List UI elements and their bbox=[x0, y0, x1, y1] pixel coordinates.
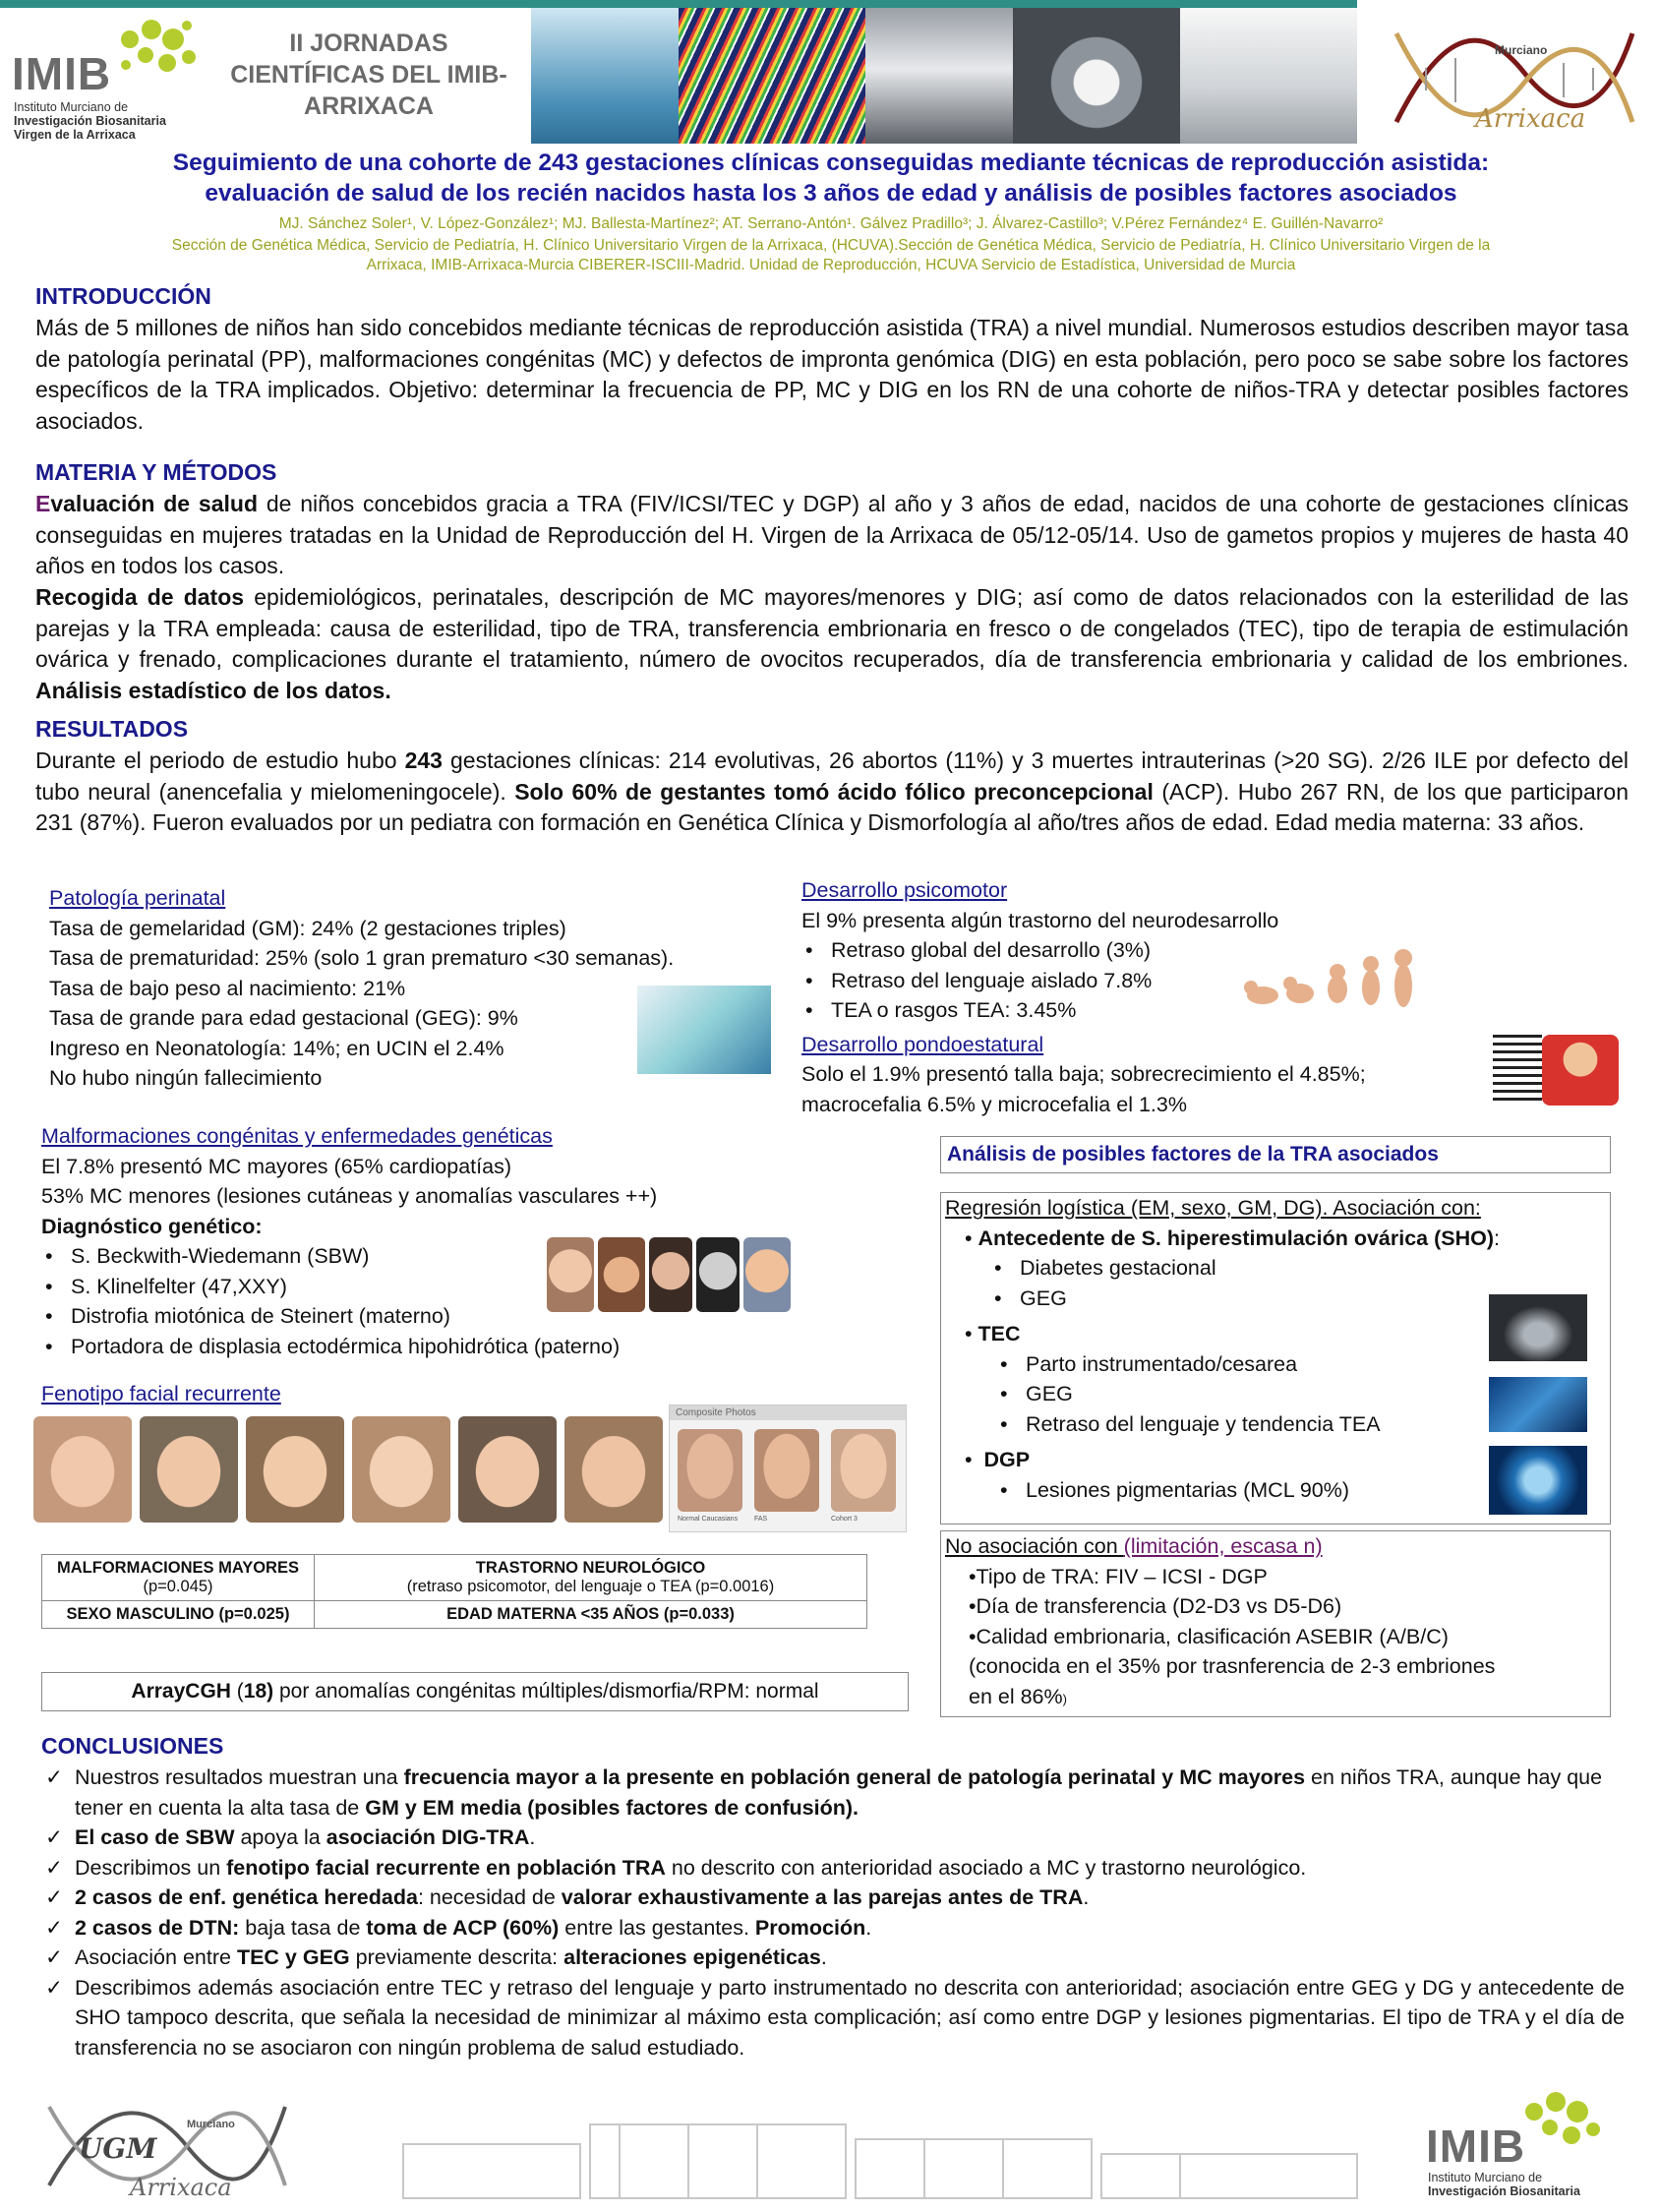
dna-gel-photo bbox=[679, 8, 865, 144]
c-text: . bbox=[529, 1825, 536, 1849]
c-text: : necesidad de bbox=[417, 1885, 562, 1909]
jornadas-line: ARRIXACA bbox=[304, 92, 434, 120]
composite-photos-panel bbox=[669, 1405, 907, 1532]
c-text: baja tasa de bbox=[239, 1915, 367, 1940]
conclusion-item bbox=[41, 1823, 1625, 1853]
methods-p2-bold: Recogida de datos bbox=[35, 584, 245, 610]
c-text: previamente descrita: bbox=[349, 1945, 564, 1969]
centrifuge-photo bbox=[1180, 8, 1357, 144]
analysis-heading-box bbox=[940, 1136, 1611, 1173]
child-height-photo bbox=[1542, 1035, 1619, 1106]
composite-label: Cohort 3 bbox=[831, 1516, 858, 1523]
dx-heading: Diagnóstico genético: bbox=[41, 1214, 263, 1238]
c-bold: El caso de SBW bbox=[75, 1825, 235, 1849]
child-face-photo bbox=[352, 1416, 450, 1523]
imib-dots-icon bbox=[116, 18, 205, 87]
perinatal-line: Tasa de gemelaridad (GM): 24% (2 gestaciones triples) bbox=[49, 916, 566, 940]
malform-heading: Malformaciones congénitas y enfermedades genéticas bbox=[41, 1124, 553, 1148]
malform-line: 53% MC menores (lesiones cutáneas y anomalías vasculares ++) bbox=[41, 1184, 658, 1208]
c-text: . bbox=[865, 1915, 872, 1940]
icsi-photo bbox=[1489, 1377, 1587, 1432]
table-cell: SEXO MASCULINO (p=0.025) bbox=[42, 1601, 315, 1629]
dgp-item: • DGP bbox=[965, 1448, 1031, 1471]
c-text: . bbox=[820, 1945, 827, 1969]
affiliations bbox=[39, 236, 1623, 275]
tec-label: TEC bbox=[978, 1322, 1021, 1345]
sho-item: • Antecedente de S. hiperestimulación ovárica (SHO): bbox=[965, 1226, 1501, 1250]
poster-title bbox=[39, 148, 1623, 209]
authors: MJ. Sánchez Soler¹, V. López-González¹; MJ. Ballesta-Martínez²; AT. Serrano-Antón¹. Gálvez Pradillo³; J. Álvarez-Castillo³; V.Pérez Fernández⁴ E. Guillén-Navarro² bbox=[278, 215, 1384, 232]
composite-title: Composite Photos bbox=[670, 1405, 906, 1420]
noassoc-item: (conocida en el 35% por trasnferencia de 2-3 embriones bbox=[969, 1654, 1496, 1678]
arraycgh-box bbox=[41, 1672, 909, 1711]
height-chart-photo bbox=[1493, 1035, 1542, 1106]
patient-photo bbox=[547, 1237, 594, 1312]
arrixaca-logo bbox=[1377, 14, 1642, 142]
title-line: evaluación de salud de los recién nacidos hasta los 3 años de edad y análisis de posibles factores asociados bbox=[205, 180, 1457, 207]
arrixaca-word: Arrixaca bbox=[1475, 104, 1586, 134]
conclusion-item bbox=[41, 1853, 1625, 1883]
embryo-photo bbox=[1489, 1446, 1587, 1515]
footer-ugm-logo bbox=[39, 2097, 295, 2205]
noassoc-item bbox=[941, 1682, 1610, 1715]
analysis-heading: Análisis de posibles factores de la TRA asociados bbox=[947, 1143, 1439, 1166]
list-item: • Lesiones pigmentarias (MCL 90%) bbox=[996, 1475, 1610, 1506]
arrixaca-word: Arrixaca bbox=[130, 2174, 232, 2201]
imib-subtitle bbox=[1428, 2171, 1654, 2198]
perinatal-heading: Patología perinatal bbox=[49, 886, 226, 910]
association-table bbox=[41, 1554, 867, 1629]
noassoc-heading-a: No asociación con bbox=[945, 1534, 1124, 1558]
table-row bbox=[42, 1601, 867, 1629]
intro-text: Más de 5 millones de niños han sido concebidos mediante técnicas de reproducción asistida (TRA) a nivel mundial. Numerosos estudios describen mayor tasa de patología perinatal (PP), malformaciones congénitas (MC) y defectos de impronta genómica (DIG) en esta población, pero poco se sabe sobre los factores específicos de la TRA implicados. Objetivo: determinar la frecuencia de PP, MC y DIG en los RN de una cohorte de niños-TRA y detectar posibles factores asociados. bbox=[35, 315, 1629, 434]
c-bold: TEC y GEG bbox=[236, 1945, 350, 1969]
list-item: • Retraso del lenguaje aislado 7.8% bbox=[801, 966, 1431, 996]
methods-p2-text: epidemiológicos, perinatales, descripción de MC mayores/menores y DIG; así como de datos relacionados con la esterilidad de las parejas y la TRA empleada: causa de esterilidad, tipo de TRA, transferencia embrionaria en fresco o de congelados (TEC), tipo de terapia de estimulación ovárica y frenado, complicaciones durante el tratamiento, número de ovocitos recuperados, día de transferencia embrionaria y calidad de los embriones. bbox=[35, 584, 1629, 672]
affiliation-line: Sección de Genética Médica, Servicio de Pediatría, H. Clínico Universitario Virgen de la Arrixaca, (HCUVA).Sección de Genética Médica, Servicio de Pediatría, H. Clínico Universitario Virgen de la bbox=[171, 237, 1491, 254]
imib-sub-line: Virgen de la Arrixaca bbox=[14, 128, 136, 142]
composite-face bbox=[831, 1429, 896, 1512]
methods-dropcap: E bbox=[35, 491, 51, 516]
jornadas-title bbox=[207, 28, 531, 122]
fenotipo-faces bbox=[33, 1416, 663, 1523]
regression-heading: Regresión logística (EM, sexo, GM, DG). Asociación con: bbox=[945, 1196, 1481, 1220]
composite-label: FAS bbox=[754, 1516, 768, 1523]
imib-sub-line: Instituto Murciano de bbox=[14, 100, 129, 114]
perinatal-line: Tasa de grande para edad gestacional (GEG): 9% bbox=[49, 1006, 518, 1030]
patient-photo bbox=[649, 1237, 692, 1312]
list-item: • GEG bbox=[996, 1379, 1610, 1409]
noassoc-item: •Calidad embrionaria, clasificación ASEBIR (A/B/C) bbox=[969, 1624, 1449, 1648]
methods-p1-bold: valuación de salud bbox=[50, 491, 258, 516]
c-bold: alteraciones epigenéticas bbox=[563, 1945, 821, 1969]
child-face-photo bbox=[140, 1416, 238, 1523]
imib-dots-icon bbox=[1520, 2090, 1609, 2159]
results-heading: RESULTADOS bbox=[35, 716, 189, 742]
c-bold: valorar exhaustivamente a las parejas antes de TRA bbox=[561, 1885, 1084, 1909]
ear-photo bbox=[598, 1237, 645, 1312]
noassoc-item: •Tipo de TRA: FIV – ICSI - DGP bbox=[969, 1564, 1268, 1588]
list-item: • S. Beckwith-Wiedemann (SBW) bbox=[41, 1241, 789, 1272]
pediatrician-photo bbox=[637, 986, 771, 1074]
intro-heading: INTRODUCCIÓN bbox=[35, 283, 211, 309]
list-item: • Distrofia miotónica de Steinert (materno) bbox=[41, 1301, 789, 1332]
child-face-photo bbox=[564, 1416, 663, 1523]
results-t1: Durante el periodo de estudio hubo bbox=[35, 747, 405, 773]
footer-imib-logo bbox=[1426, 2090, 1652, 2206]
arraycgh-count: 18) bbox=[243, 1680, 274, 1703]
c-text: Asociación entre bbox=[75, 1945, 237, 1969]
sho-label: Antecedente de S. hiperestimulación ovárica (SHO) bbox=[978, 1226, 1495, 1250]
results-t3: gestaciones clínicas: 214 evolutivas, 26 abortos (11%) y 3 muertes intrauterinas (>20 SG). 2/26 ILE por defecto del tubo neural (anencefalia y mielomeningocele). bbox=[35, 747, 1629, 805]
genetic-photos bbox=[547, 1237, 791, 1312]
conclusion-item bbox=[41, 1913, 1625, 1943]
noassoc-heading-b: (limitación, escasa n) bbox=[1123, 1534, 1323, 1558]
microscope-photo bbox=[865, 8, 1013, 144]
title-line: Seguimiento de una cohorte de 243 gestaciones clínicas conseguidas mediante técnicas de reproducción asistida: bbox=[172, 149, 1490, 176]
arraycgh-bold: ArrayCGH bbox=[131, 1680, 231, 1703]
conclusions-list bbox=[41, 1763, 1625, 2063]
c-text: en niños TRA, aunque hay que tener en cuenta la alta tasa de bbox=[75, 1765, 1603, 1820]
c-text: . bbox=[1083, 1885, 1090, 1909]
child-face-photo bbox=[246, 1416, 344, 1523]
c-text: no descrito con anterioridad asociado a MC y trastorno neurológico. bbox=[665, 1855, 1307, 1880]
conclusion-item bbox=[41, 1763, 1625, 1823]
cell-p: (retraso psicomotor, del lenguaje o TEA (p=0.0016) bbox=[406, 1578, 775, 1595]
c-bold: Promoción bbox=[754, 1915, 866, 1940]
list-item: • Portadora de displasia ectodérmica hipohidrótica (paterno) bbox=[41, 1332, 789, 1362]
noassoc-box bbox=[940, 1530, 1611, 1717]
table-cell: EDAD MATERNA <35 AÑOS (p=0.033) bbox=[315, 1601, 867, 1629]
list-item: • Diabetes gestacional bbox=[990, 1253, 1610, 1284]
noassoc-last: en el 86% bbox=[969, 1684, 1063, 1708]
perinatal-line: Ingreso en Neonatología: 14%; en UCIN el 2.4% bbox=[49, 1036, 504, 1060]
list-item: • Retraso del lenguaje y tendencia TEA bbox=[996, 1409, 1610, 1440]
imib-sub-line: Investigación Biosanitaria bbox=[14, 114, 166, 128]
imib-sub-line: Instituto Murciano de bbox=[1428, 2171, 1543, 2184]
jornadas-line: CIENTÍFICAS DEL IMIB- bbox=[230, 61, 507, 89]
malform-line: El 7.8% presentó MC mayores (65% cardiopatías) bbox=[41, 1154, 511, 1178]
c-bold: 2 casos de enf. genética heredada bbox=[75, 1885, 418, 1909]
results-t5: (ACP). Hubo 267 RN, de los que participaron 231 (87%). Fueron evaluados por un pediatra con formación en Genética Clínica y Dismorfología al año/tres años de edad. Edad media materna: 33 años. bbox=[35, 778, 1629, 835]
murciano-label: Murciano bbox=[1495, 43, 1548, 57]
header-bar bbox=[0, 0, 1357, 8]
methods-p1 bbox=[35, 489, 1629, 582]
cell-title: TRASTORNO NEUROLÓGICO bbox=[475, 1559, 706, 1577]
c-bold: frecuencia mayor a la presente en población general de patología perinatal y MC mayores bbox=[403, 1765, 1306, 1789]
hospital-building-icon bbox=[393, 2115, 1377, 2203]
results-243: 243 bbox=[404, 747, 443, 773]
composite-label: Normal Caucasians bbox=[678, 1516, 739, 1523]
conclusion-item bbox=[41, 1973, 1625, 2063]
c-bold: 2 casos de DTN: bbox=[75, 1915, 240, 1940]
composite-face bbox=[754, 1429, 819, 1512]
header-photo-strip bbox=[531, 8, 1357, 144]
imib-word: IMIB bbox=[1426, 2121, 1526, 2172]
conclusion-item bbox=[41, 1883, 1625, 1913]
imib-sub-line: Investigación Biosanitaria bbox=[1428, 2184, 1580, 2198]
c-text: entre las gestantes. bbox=[559, 1915, 755, 1940]
dgp-label: DGP bbox=[983, 1448, 1031, 1471]
arraycgh-text: por anomalías congénitas múltiples/dismorfia/RPM: normal bbox=[273, 1680, 819, 1703]
perinatal-line: Tasa de prematuridad: 25% (solo 1 gran prematuro <30 semanas). bbox=[49, 946, 675, 970]
conclusions-heading: CONCLUSIONES bbox=[41, 1733, 224, 1759]
affiliation-line: Arrixaca, IMIB-Arrixaca-Murcia CIBERER-ISCIII-Madrid. Unidad de Reproducción, HCUVA Servicio de Estadística, Universidad de Murcia bbox=[366, 257, 1296, 273]
imib-subtitle bbox=[14, 100, 210, 142]
c-text: Describimos un bbox=[75, 1855, 227, 1880]
c-bold: GM y EM media (posibles factores de confusión). bbox=[365, 1795, 859, 1820]
methods-heading: MATERIA Y MÉTODOS bbox=[35, 459, 277, 485]
table-cell bbox=[42, 1555, 315, 1601]
c-text: Nuestros resultados muestran una bbox=[75, 1765, 404, 1789]
list-item: • S. Klinelfelter (47,XXY) bbox=[41, 1272, 789, 1302]
pondo-line: macrocefalia 6.5% y microcefalia el 1.3% bbox=[801, 1092, 1187, 1116]
c-bold: fenotipo facial recurrente en población TRA bbox=[226, 1855, 666, 1880]
imib-logo bbox=[8, 18, 205, 142]
results-text bbox=[35, 746, 1629, 839]
c-bold: asociación DIG-TRA bbox=[326, 1825, 530, 1849]
methods-p2-end: Análisis estadístico de los datos. bbox=[35, 677, 391, 703]
perinatal-line: Tasa de bajo peso al nacimiento: 21% bbox=[49, 976, 406, 1000]
conclusion-item bbox=[41, 1943, 1625, 1973]
arraycgh-text: ( bbox=[230, 1680, 244, 1703]
child-face-photo bbox=[458, 1416, 557, 1523]
psicomotor-heading: Desarrollo psicomotor bbox=[801, 878, 1008, 902]
ultrasound-photo bbox=[1489, 1294, 1587, 1361]
c-text: Describimos además asociación entre TEC y retraso del lenguaje y parto instrumentado no descrita con anterioridad; asociación entre GEG y DG y antecedente de SHO tampoco descrita, que señala la necesidad de minimizar al máximo esta complicación; así como entre DGP y lesiones pigmentarias. El tipo de TRA y el día de transferencia no se asociaron con ningún problema de salud estudiado. bbox=[75, 1975, 1625, 2060]
fenotipo-heading: Fenotipo facial recurrente bbox=[41, 1382, 281, 1405]
composite-face bbox=[678, 1429, 742, 1512]
methods-p1-text: de niños concebidos gracia a TRA (FIV/ICSI/TEC y DGP) al año y 3 años de edad, nacidos de una cohorte de gestaciones clínicas conseguidas en mujeres tratadas en la Unidad de Reproducción del H. Virgen de la Arrixaca de 05/12-05/14. Uso de gametos propios y mujeres de hasta 40 años en todos los casos. bbox=[35, 491, 1629, 578]
pondo-line: Solo el 1.9% presentó talla baja; sobrecrecimiento el 4.85%; bbox=[801, 1062, 1366, 1086]
noassoc-item: •Día de transferencia (D2-D3 vs D5-D6) bbox=[969, 1594, 1342, 1618]
methods-p2 bbox=[35, 582, 1629, 706]
list-item: • Parto instrumentado/cesarea bbox=[996, 1349, 1610, 1380]
psicomotor-intro: El 9% presenta algún trastorno del neurodesarrollo bbox=[801, 908, 1279, 932]
patient-photo bbox=[743, 1237, 791, 1312]
noassoc-tail: ) bbox=[1062, 1691, 1067, 1706]
c-bold: toma de ACP (60%) bbox=[366, 1915, 560, 1940]
list-item: • Retraso global del desarrollo (3%) bbox=[801, 935, 1431, 966]
perinatal-line: No hubo ningún fallecimiento bbox=[49, 1066, 323, 1090]
table-cell bbox=[315, 1555, 867, 1601]
murciano-label: Murciano bbox=[187, 2119, 235, 2130]
cell-title: MALFORMACIONES MAYORES bbox=[57, 1559, 299, 1577]
list-item: • GEG bbox=[990, 1284, 1610, 1314]
c-text: apoya la bbox=[234, 1825, 326, 1849]
table-row bbox=[42, 1555, 867, 1601]
imib-word: IMIB bbox=[12, 48, 112, 99]
baby-development-icon bbox=[1241, 934, 1438, 1023]
lab-equipment-photo bbox=[1013, 8, 1180, 144]
cell-p: (p=0.045) bbox=[143, 1578, 213, 1595]
patient-photo bbox=[696, 1237, 740, 1312]
tec-item: • TEC bbox=[965, 1322, 1021, 1345]
ugm-word: UGM bbox=[79, 2132, 157, 2165]
jornadas-line: II JORNADAS bbox=[289, 30, 448, 57]
list-item: • TEA o rasgos TEA: 3.45% bbox=[801, 995, 1431, 1026]
results-folic: Solo 60% de gestantes tomó ácido fólico preconcepcional bbox=[514, 778, 1154, 805]
sho-colon: : bbox=[1494, 1226, 1501, 1250]
noassoc-heading bbox=[941, 1531, 1610, 1562]
pondo-heading: Desarrollo pondoestatural bbox=[801, 1032, 1044, 1056]
child-face-photo bbox=[33, 1416, 132, 1523]
nurse-photo bbox=[531, 8, 679, 144]
